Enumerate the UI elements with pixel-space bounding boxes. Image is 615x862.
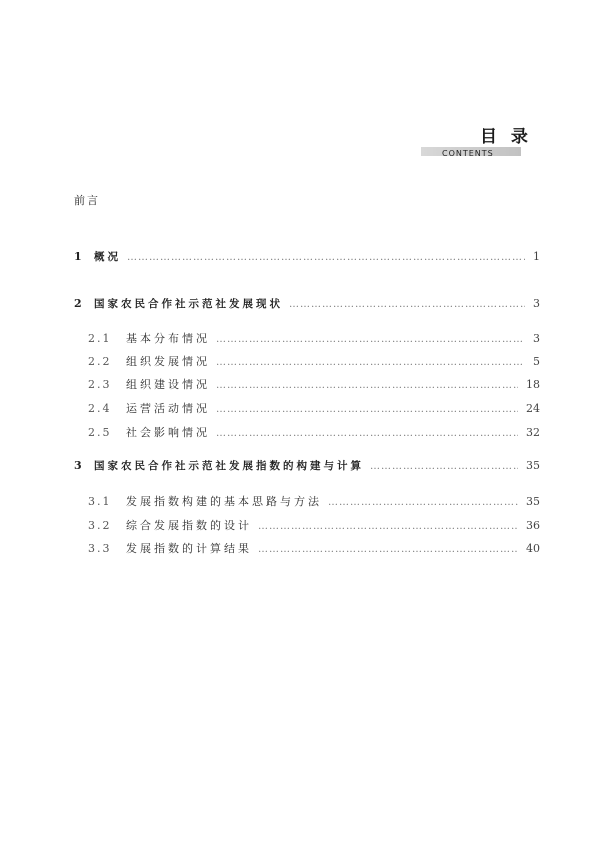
toc-page-number: 3	[533, 332, 540, 345]
toc-label: 组织建设情况	[126, 378, 210, 391]
toc-dot-leader	[328, 497, 518, 508]
toc-entry-section-2-1[interactable]	[88, 330, 540, 346]
toc-number: 1	[74, 250, 82, 263]
toc-dot-leader	[370, 461, 518, 472]
toc-number: 2	[74, 297, 82, 310]
toc-page-number: 40	[526, 542, 540, 555]
toc-label: 组织发展情况	[126, 355, 210, 368]
toc-page-number: 18	[526, 378, 540, 391]
toc-page-number: 35	[526, 495, 540, 508]
toc-label: 基本分布情况	[126, 332, 210, 345]
toc-page-number: 32	[526, 426, 540, 439]
toc-number: 3.1	[88, 495, 112, 508]
toc-dot-leader	[216, 428, 518, 439]
toc-entry-section-2-3[interactable]	[88, 376, 540, 392]
toc-dot-leader	[216, 357, 525, 368]
toc-label: 国家农民合作社示范社发展指数的构建与计算	[94, 460, 364, 472]
toc-label: 发展指数构建的基本思路与方法	[126, 495, 322, 508]
toc-number: 2.4	[88, 402, 112, 415]
toc-number: 3.2	[88, 519, 112, 532]
toc-page-number: 3	[533, 297, 540, 310]
toc-number: 3	[74, 459, 82, 472]
toc-number: 2.3	[88, 378, 112, 391]
toc-label: 概况	[94, 251, 121, 263]
toc-entry-preface[interactable]: 前言	[74, 194, 100, 207]
toc-page-number: 35	[526, 459, 540, 472]
toc-entry-chapter-2[interactable]	[74, 296, 540, 312]
toc-label: 运营活动情况	[126, 402, 210, 415]
toc-dot-leader	[127, 252, 525, 263]
toc-entry-section-3-1[interactable]	[88, 493, 540, 509]
toc-entry-section-2-2[interactable]	[88, 353, 540, 369]
toc-label: 国家农民合作社示范社发展现状	[94, 298, 283, 310]
toc-number: 2.5	[88, 426, 112, 439]
toc-entry-chapter-1[interactable]	[74, 249, 540, 265]
toc-page-number: 36	[526, 519, 540, 532]
toc-entry-section-3-3[interactable]	[88, 540, 540, 556]
toc-entry-section-2-4[interactable]	[88, 400, 540, 416]
toc-entry-section-3-2[interactable]	[88, 517, 540, 533]
toc-dot-leader	[258, 521, 518, 532]
toc-number: 2.1	[88, 332, 112, 345]
toc-dot-leader	[216, 334, 525, 345]
contents-subtitle: CONTENTS	[442, 149, 494, 158]
toc-page-number: 1	[533, 250, 540, 263]
toc-entry-chapter-3[interactable]	[74, 458, 540, 474]
toc-label: 综合发展指数的设计	[126, 519, 252, 532]
toc-dot-leader	[216, 404, 518, 415]
toc-label: 社会影响情况	[126, 426, 210, 439]
toc-page-number: 24	[526, 402, 540, 415]
toc-number: 3.3	[88, 542, 112, 555]
toc-dot-leader	[258, 544, 518, 555]
page-title: 目 录	[480, 127, 532, 147]
toc-entry-section-2-5[interactable]	[88, 424, 540, 440]
toc-page-number: 5	[533, 355, 540, 368]
toc-dot-leader	[289, 299, 525, 310]
toc-dot-leader	[216, 380, 518, 391]
toc-label: 发展指数的计算结果	[126, 542, 252, 555]
toc-number: 2.2	[88, 355, 112, 368]
